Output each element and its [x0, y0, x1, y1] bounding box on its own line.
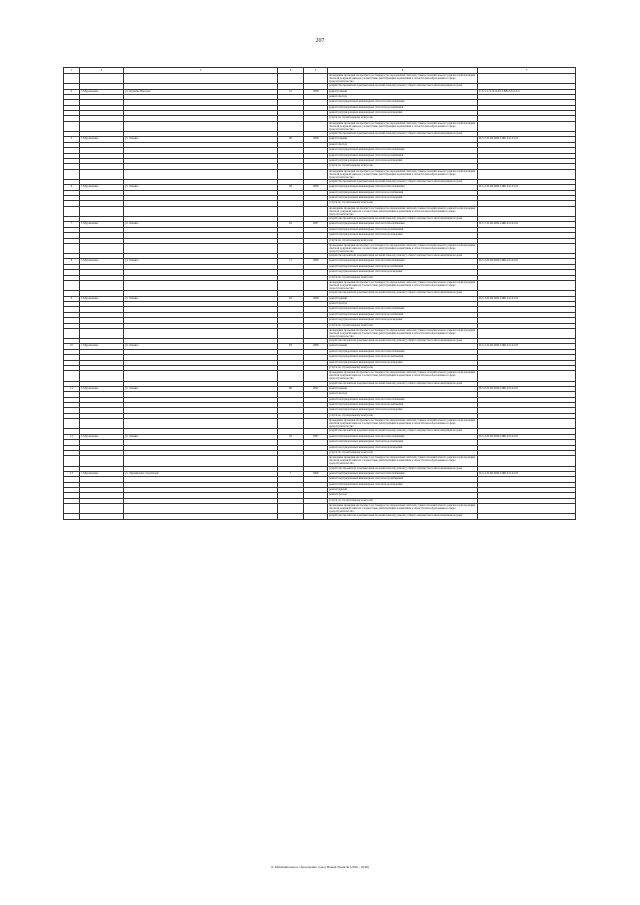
- street-cell: ул. Дружбы Народов: [124, 89, 278, 94]
- table-row-continuation: [64, 371, 576, 381]
- house-number: 86: [278, 386, 304, 391]
- work-type-cell: ремонт фасада: [328, 493, 478, 498]
- empty-cell: [304, 456, 328, 466]
- work-type-cell: проведение проверки на предмет достоверности определения сметной стоимости капитального ремонта или проверки сметной документации на соответствие действующим нормативам в области ценообразования в сфере градостроительства: [328, 121, 478, 131]
- page-footer: 8. Муниципальное образование город Новый Уренгой (2020 - 2048): [271, 865, 369, 869]
- city-cell: г. Муравленко: [80, 296, 124, 301]
- empty-cell: [124, 281, 278, 291]
- work-type-cell: услуги по строительному контролю: [328, 498, 478, 503]
- empty-cell: [304, 371, 328, 381]
- row-number: 11: [64, 386, 80, 391]
- empty-cell: [64, 74, 80, 84]
- work-type-cell: ремонт внутридомовых инженерных систем водоотведения: [328, 360, 478, 365]
- empty-cell: [304, 206, 328, 216]
- table-row-continuation: [64, 121, 576, 131]
- empty-cell: [278, 371, 304, 381]
- table-row-continuation: [64, 419, 576, 429]
- city-cell: г. Муравленко: [80, 185, 124, 190]
- empty-cell: [80, 328, 124, 338]
- work-type-cell: разработка проектной документации на капитальному ремонту общего имущества в многоквартирном доме: [328, 254, 478, 259]
- empty-cell: [478, 74, 576, 84]
- building-code: П-5-4-П-Ш-ШП-СЖБ-0-0-0-0-0: [478, 471, 576, 476]
- empty-cell: [278, 514, 304, 519]
- empty-cell: [80, 514, 124, 519]
- row-number: 9: [64, 296, 80, 301]
- building-code: С-5-5-1-Э-Ч-Л-Р3-СВВ-0-0-0-0-0: [478, 89, 576, 94]
- empty-cell: [124, 504, 278, 514]
- empty-cell: [80, 371, 124, 381]
- work-type-cell: ремонт внутридомовых инженерных систем водоснабжения: [328, 403, 478, 408]
- work-type-cell: проведение проверки на предмет достоверности определения сметной стоимости капитального ремонта или проверки сметной документации на соответствие действующим нормативам в области ценообразования в сфере градостроительства: [328, 328, 478, 338]
- row-number: 10: [64, 344, 80, 349]
- work-type-cell: разработка проектной документации на капитальному ремонту общего имущества в многоквартирном доме: [328, 291, 478, 296]
- work-type-cell: ремонт внутридомовых инженерных систем теплоснабжения: [328, 397, 478, 402]
- column-header: 2: [80, 68, 124, 74]
- empty-cell: [124, 371, 278, 381]
- work-type-cell: ремонт внутридомовых инженерных систем водоснабжения: [328, 227, 478, 232]
- work-type-cell: ремонт внутридомовых инженерных систем водоснабжения: [328, 190, 478, 195]
- work-type-cell: ремонт внутридомовых инженерных систем теплоснабжения: [328, 349, 478, 354]
- empty-cell: [124, 328, 278, 338]
- empty-cell: [64, 206, 80, 216]
- house-number: 83: [278, 344, 304, 349]
- empty-cell: [478, 206, 576, 216]
- empty-cell: [64, 504, 80, 514]
- empty-cell: [124, 206, 278, 216]
- empty-cell: [278, 456, 304, 466]
- empty-cell: [278, 121, 304, 131]
- empty-cell: [304, 169, 328, 179]
- empty-cell: [478, 514, 576, 519]
- building-code: П-5-4-П-Ш-ШП-СЖБ-0-0-0-0-0: [478, 434, 576, 439]
- work-type-cell: услуги по строительному контролю: [328, 238, 478, 243]
- work-type-cell: ремонт внутридомовых инженерных систем водоснабжения: [328, 440, 478, 445]
- work-type-cell: ремонт внутридомовых инженерных систем водоснабжения: [328, 312, 478, 317]
- table-row-continuation: [64, 169, 576, 179]
- work-type-cell: разработка проектной документации на капитальному ремонту общего имущества в многоквартирном доме: [328, 179, 478, 184]
- row-number: 13: [64, 471, 80, 476]
- house-number: 12: [278, 89, 304, 94]
- work-type-cell: разработка проектной документации на капитальному ремонту общего имущества в многоквартирном доме: [328, 84, 478, 89]
- city-cell: г. Муравленко: [80, 434, 124, 439]
- work-type-cell: ремонт внутридомовых инженерных систем водоснабжения: [328, 477, 478, 482]
- empty-cell: [278, 206, 304, 216]
- empty-cell: [64, 514, 80, 519]
- empty-cell: [304, 74, 328, 84]
- work-type-cell: услуги по строительному контролю: [328, 275, 478, 280]
- work-type-cell: разработка проектной документации на капитальному ремонту общего имущества в многоквартирном доме: [328, 132, 478, 137]
- work-type-cell: ремонт внутридомовых инженерных систем водоотведения: [328, 408, 478, 413]
- year-built: 1987: [304, 434, 328, 439]
- year-built: 1998: [304, 296, 328, 301]
- empty-cell: [124, 243, 278, 253]
- year-built: 1988: [304, 185, 328, 190]
- empty-cell: [80, 419, 124, 429]
- row-number: 12: [64, 434, 80, 439]
- empty-cell: [80, 121, 124, 131]
- work-type-cell: проведение проверки на предмет достоверности определения сметной стоимости капитального ремонта или проверки сметной документации на соответствие действующим нормативам в области ценообразования в сфере градостроительства: [328, 281, 478, 291]
- empty-cell: [124, 456, 278, 466]
- row-number: 5: [64, 137, 80, 142]
- empty-cell: [64, 281, 80, 291]
- empty-cell: [64, 169, 80, 179]
- city-cell: г. Муравленко: [80, 89, 124, 94]
- work-type-cell: ремонт внутридомовых инженерных систем водоотведения: [328, 445, 478, 450]
- work-type-cell: услуги по строительному контролю: [328, 164, 478, 169]
- empty-cell: [80, 504, 124, 514]
- building-code: П-5-5-П-Ш-ШП-СЖБ-0-0-0-0-0: [478, 137, 576, 142]
- work-type-cell: ремонт внутридомовых инженерных систем водоснабжения: [328, 105, 478, 110]
- work-type-cell: ремонт внутридомовых инженерных систем теплоснабжения: [328, 259, 478, 264]
- work-type-cell: разработка проектной документации на капитальному ремонту общего имущества в многоквартирном доме: [328, 466, 478, 471]
- column-header: 3: [124, 68, 278, 74]
- empty-cell: [80, 74, 124, 84]
- empty-cell: [304, 328, 328, 338]
- empty-cell: [478, 121, 576, 131]
- work-type-cell: разработка проектной документации на капитальному ремонту общего имущества в многоквартирном доме: [328, 429, 478, 434]
- empty-cell: [124, 419, 278, 429]
- empty-cell: [80, 281, 124, 291]
- work-type-cell: проведение проверки на предмет достоверности определения сметной стоимости капитального ремонта или проверки сметной документации на соответствие действующим нормативам в области ценообразования в сфере градостроительства: [328, 74, 478, 84]
- street-cell: ул. Ленина: [124, 259, 278, 264]
- empty-cell: [64, 456, 80, 466]
- table-row-continuation: [64, 328, 576, 338]
- work-type-cell: ремонт внутридомовых инженерных систем водоотведения: [328, 482, 478, 487]
- empty-cell: [278, 328, 304, 338]
- empty-cell: [304, 121, 328, 131]
- year-built: 1998: [304, 471, 328, 476]
- empty-cell: [478, 281, 576, 291]
- column-header: 6: [328, 68, 478, 74]
- building-code: П-5-7-П-Ш-ШП-СЖБ-0-0-0-0-0: [478, 222, 576, 227]
- work-type-cell: услуги по строительному контролю: [328, 450, 478, 455]
- row-number: 7: [64, 222, 80, 227]
- house-number: 48: [278, 185, 304, 190]
- city-cell: г. Муравленко: [80, 137, 124, 142]
- city-cell: г. Муравленко: [80, 259, 124, 264]
- work-type-cell: ремонт внутридомовых инженерных систем водоснабжения: [328, 153, 478, 158]
- work-type-cell: ремонт фасада: [328, 301, 478, 306]
- work-type-cell: ремонт внутридомовых инженерных систем водоотведения: [328, 270, 478, 275]
- continuation-row: [64, 74, 576, 84]
- work-type-cell: ремонт крыши: [328, 137, 478, 142]
- empty-cell: [478, 504, 576, 514]
- house-number: 81: [278, 296, 304, 301]
- empty-cell: [278, 74, 304, 84]
- row-number: 6: [64, 185, 80, 190]
- work-type-cell: услуги по строительному контролю: [328, 413, 478, 418]
- work-type-cell: разработка проектной документации на капитальному ремонту общего имущества в многоквартирном доме: [328, 514, 478, 519]
- city-cell: г. Муравленко: [80, 222, 124, 227]
- table-row-continuation: [64, 504, 576, 514]
- work-type-cell: ремонт внутридомовых инженерных систем теплоснабжения: [328, 307, 478, 312]
- work-type-cell: ремонт внутридомовых инженерных систем водоотведения: [328, 318, 478, 323]
- work-type-cell: ремонт внутридомовых инженерных систем теплоснабжения: [328, 471, 478, 476]
- empty-cell: [80, 243, 124, 253]
- work-type-cell: ремонт крыши: [328, 386, 478, 391]
- work-type-cell: ремонт внутридомовых инженерных систем водоотведения: [328, 158, 478, 163]
- row-number: 4: [64, 89, 80, 94]
- street-cell: ул. Ленина: [124, 434, 278, 439]
- table-row-continuation: [64, 281, 576, 291]
- work-type-cell: проведение проверки на предмет достоверности определения сметной стоимости капитального ремонта или проверки сметной документации на соответствие действующим нормативам в области ценообразования в сфере градостроительства: [328, 456, 478, 466]
- work-type-cell: ремонт внутридомовых инженерных систем водоснабжения: [328, 355, 478, 360]
- empty-cell: [478, 456, 576, 466]
- house-number: 62: [278, 222, 304, 227]
- year-built: 1988: [304, 259, 328, 264]
- building-code: П-5-4-П-Ш-ШП-СЖБ-0-0-0-0-0: [478, 185, 576, 190]
- work-type-cell: ремонт внутридомовых инженерных систем водоснабжения: [328, 264, 478, 269]
- work-type-cell: разработка проектной документации на капитальному ремонту общего имущества в многоквартирном доме: [328, 339, 478, 344]
- empty-cell: [124, 121, 278, 131]
- work-type-cell: ремонт внутридомовых инженерных систем теплоснабжения: [328, 100, 478, 105]
- house-number: 7: [278, 471, 304, 476]
- empty-cell: [304, 419, 328, 429]
- city-cell: г. Муравленко: [80, 386, 124, 391]
- street-cell: ул. Ленина: [124, 386, 278, 391]
- work-type-cell: услуги по строительному контролю: [328, 116, 478, 121]
- work-type-cell: ремонт крыши: [328, 89, 478, 94]
- year-built: 1998: [304, 89, 328, 94]
- empty-cell: [478, 169, 576, 179]
- table-row-continuation: [64, 243, 576, 253]
- street-cell: ул. Ленина: [124, 344, 278, 349]
- empty-cell: [278, 419, 304, 429]
- column-header: 4: [278, 68, 304, 74]
- empty-cell: [64, 328, 80, 338]
- work-type-cell: услуги по строительному контролю: [328, 366, 478, 371]
- table-row-continuation: [64, 514, 576, 519]
- empty-cell: [64, 419, 80, 429]
- empty-cell: [124, 514, 278, 519]
- empty-cell: [478, 419, 576, 429]
- work-type-cell: ремонт крыши: [328, 488, 478, 493]
- building-code: П-5-3-П-Ш-ШП-СЖБ-0-0-0-0-0: [478, 344, 576, 349]
- empty-cell: [64, 121, 80, 131]
- work-type-cell: разработка проектной документации на капитальному ремонту общего имущества в многоквартирном доме: [328, 216, 478, 221]
- work-type-cell: ремонт внутридомовых инженерных систем теплоснабжения: [328, 148, 478, 153]
- column-header: 7: [478, 68, 576, 74]
- work-type-cell: разработка проектной документации на капитальному ремонту общего имущества в многоквартирном доме: [328, 381, 478, 386]
- work-type-cell: услуги по строительному контролю: [328, 323, 478, 328]
- work-type-cell: проведение проверки на предмет достоверности определения сметной стоимости капитального ремонта или проверки сметной документации на соответствие действующим нормативам в области ценообразования в сфере градостроительства: [328, 169, 478, 179]
- street-cell: ул. Ленина: [124, 222, 278, 227]
- work-type-cell: ремонт фасада: [328, 392, 478, 397]
- house-number: 46: [278, 137, 304, 142]
- capital-repair-table: [63, 67, 576, 520]
- empty-cell: [478, 243, 576, 253]
- work-type-cell: ремонт внутридомовых инженерных систем водоотведения: [328, 196, 478, 201]
- work-type-cell: проведение проверки на предмет достоверности определения сметной стоимости капитального ремонта или проверки сметной документации на соответствие действующим нормативам в области ценообразования в сфере градостроительства: [328, 419, 478, 429]
- column-header: 1: [64, 68, 80, 74]
- building-code: П-5-4-П-Ш-ШП-СЖБ-0-0-0-0-0: [478, 259, 576, 264]
- empty-cell: [124, 74, 278, 84]
- empty-cell: [80, 169, 124, 179]
- work-type-cell: ремонт внутридомовых инженерных систем теплоснабжения: [328, 222, 478, 227]
- empty-cell: [64, 371, 80, 381]
- empty-cell: [124, 169, 278, 179]
- work-type-cell: ремонт фасада: [328, 94, 478, 99]
- empty-cell: [278, 281, 304, 291]
- city-cell: г. Муравленко: [80, 471, 124, 476]
- empty-cell: [80, 206, 124, 216]
- work-type-cell: ремонт внутридомовых инженерных систем теплоснабжения: [328, 434, 478, 439]
- house-number: 71: [278, 259, 304, 264]
- empty-cell: [304, 504, 328, 514]
- empty-cell: [80, 456, 124, 466]
- house-number: 93: [278, 434, 304, 439]
- year-built: 1987: [304, 222, 328, 227]
- empty-cell: [478, 371, 576, 381]
- building-code: П-5-6-П-Ш-ШП-СЖБ-0-0-0-0-0: [478, 386, 576, 391]
- table-row-continuation: [64, 456, 576, 466]
- building-code: П-5-3-П-Ш-ШП-СЖБ-0-0-0-0-0: [478, 296, 576, 301]
- year-built: 1992: [304, 386, 328, 391]
- empty-cell: [278, 504, 304, 514]
- work-type-cell: ремонт внутридомовых инженерных систем теплоснабжения: [328, 185, 478, 190]
- empty-cell: [278, 243, 304, 253]
- work-type-cell: ремонт внутридомовых инженерных систем водоотведения: [328, 111, 478, 116]
- work-type-cell: проведение проверки на предмет достоверности определения сметной стоимости капитального ремонта или проверки сметной документации на соответствие действующим нормативам в области ценообразования в сфере градостроительства: [328, 504, 478, 514]
- work-type-cell: проведение проверки на предмет достоверности определения сметной стоимости капитального ремонта или проверки сметной документации на соответствие действующим нормативам в области ценообразования в сфере градостроительства: [328, 206, 478, 216]
- work-type-cell: ремонт внутридомовых инженерных систем водоотведения: [328, 233, 478, 238]
- page-number: 207: [315, 38, 325, 44]
- street-cell: ул. Украинских строителей: [124, 471, 278, 476]
- work-type-cell: проведение проверки на предмет достоверности определения сметной стоимости капитального ремонта или проверки сметной документации на соответствие действующим нормативам в области ценообразования в сфере градостроительства: [328, 371, 478, 381]
- work-type-cell: ремонт крыши: [328, 296, 478, 301]
- street-cell: ул. Ленина: [124, 185, 278, 190]
- row-number: 8: [64, 259, 80, 264]
- empty-cell: [478, 328, 576, 338]
- empty-cell: [64, 243, 80, 253]
- empty-cell: [304, 243, 328, 253]
- city-cell: г. Муравленко: [80, 344, 124, 349]
- work-type-cell: проведение проверки на предмет достоверности определения сметной стоимости капитального ремонта или проверки сметной документации на соответствие действующим нормативам в области ценообразования в сфере градостроительства: [328, 243, 478, 253]
- empty-cell: [304, 514, 328, 519]
- column-header: 5: [304, 68, 328, 74]
- year-built: 1998: [304, 137, 328, 142]
- street-cell: ул. Ленина: [124, 137, 278, 142]
- empty-cell: [278, 169, 304, 179]
- empty-cell: [304, 281, 328, 291]
- street-cell: ул. Ленина: [124, 296, 278, 301]
- work-type-cell: ремонт фасада: [328, 142, 478, 147]
- table-row-continuation: [64, 206, 576, 216]
- work-type-cell: услуги по строительному контролю: [328, 201, 478, 206]
- year-built: 1988: [304, 344, 328, 349]
- work-type-cell: ремонт крыши: [328, 344, 478, 349]
